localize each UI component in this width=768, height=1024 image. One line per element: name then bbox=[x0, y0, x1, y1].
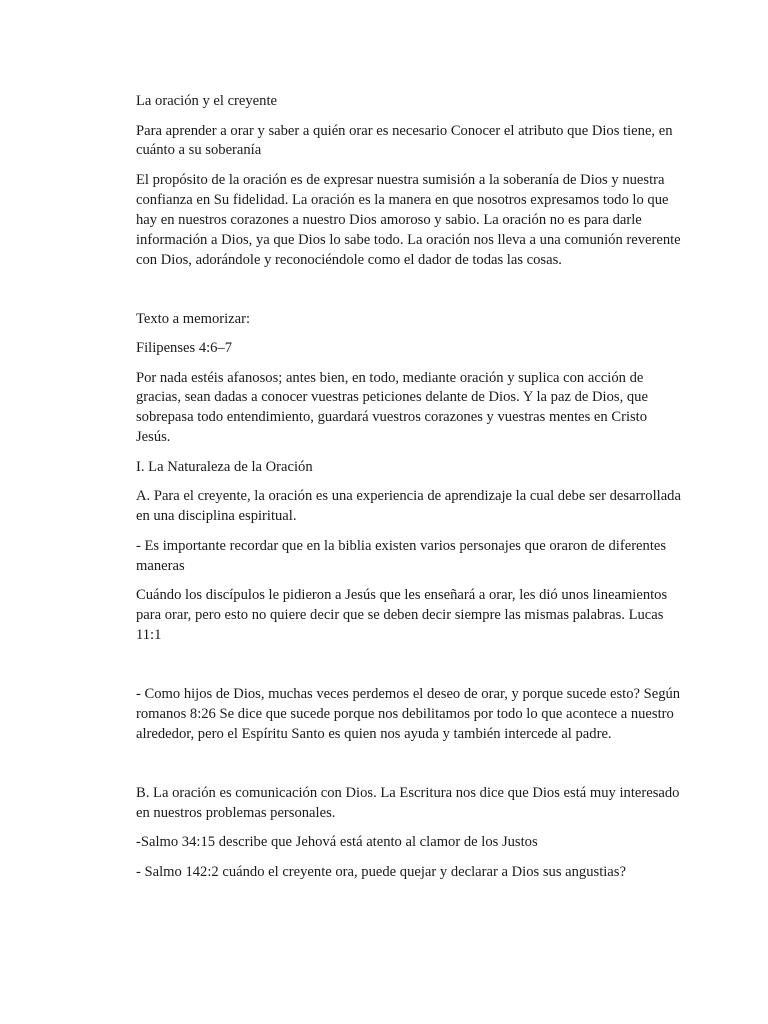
point-a-note-2: Cuándo los discípulos le pidieron a Jesús que les enseñará a orar, les dió unos lineamientos para orar, pero esto no quiere decir que se deben decir siempre las mismas palabras. Lucas 11:1 bbox=[136, 587, 668, 643]
blank-line bbox=[136, 655, 681, 675]
blank-line bbox=[136, 280, 681, 300]
section-heading: I. La Naturaleza de la Oración bbox=[136, 458, 313, 475]
point-a: A. Para el creyente, la oración es una experiencia de aprendizaje la cual debe ser desarrollada en una disciplina espiritual. bbox=[136, 488, 681, 525]
memory-verse-label: Texto a memorizar: bbox=[136, 310, 251, 327]
point-b: B. La oración es comunicación con Dios. La Escritura nos dice que Dios está muy interesado en nuestros problemas personales. bbox=[136, 784, 680, 821]
memory-verse-text: Por nada estéis afanosos; antes bien, en todo, mediante oración y suplica con acción de gracias, sean dadas a conocer vuestras peticiones delante de Dios. Y la paz de Dios, que sobrepasa todo entendimiento, guardará vuestros corazones y vuestras mentes en Cristo Jesús. bbox=[136, 369, 648, 446]
document-title: La oración y el creyente bbox=[136, 93, 277, 109]
point-a-note-3: - Como hijos de Dios, muchas veces perdemos el deseo de orar, y porque sucede esto? Según romanos 8:26 Se dice que sucede porque nos debilitamos por todo lo que acontece a nuestro alrededor, pero el Espíritu Santo es quien nos ayuda y también intercede al padre. bbox=[136, 685, 681, 742]
memory-verse-reference: Filipenses 4:6–7 bbox=[136, 340, 233, 357]
paragraph-purpose: El propósito de la oración es de expresar nuestra sumisión a la soberanía de Dios y nuestra confianza en Su fidelidad. La oración es la manera en que nosotros expresamos todo lo que hay en nuestros corazones a nuestro Dios amoroso y sabio. La oración no es para darle información a Dios, ya que Dios lo sabe todo. La oración nos lleva a una comunión reverente con Dios, adorándole y reconociéndole como el dador de todas las cosas. bbox=[136, 171, 681, 268]
point-a-note-1: - Es importante recordar que en la biblia existen varios personajes que oraron de diferentes maneras bbox=[136, 537, 667, 574]
paragraph-intro: Para aprender a orar y saber a quién orar es necesario Conocer el atributo que Dios tiene, en cuánto a su soberanía bbox=[136, 122, 673, 159]
document-body bbox=[136, 92, 681, 892]
point-b-note-1: -Salmo 34:15 describe que Jehová está atento al clamor de los Justos bbox=[136, 834, 538, 851]
blank-line bbox=[136, 754, 681, 774]
point-b-note-2: - Salmo 142:2 cuándo el creyente ora, puede quejar y declarar a Dios sus angustias? bbox=[136, 863, 626, 880]
